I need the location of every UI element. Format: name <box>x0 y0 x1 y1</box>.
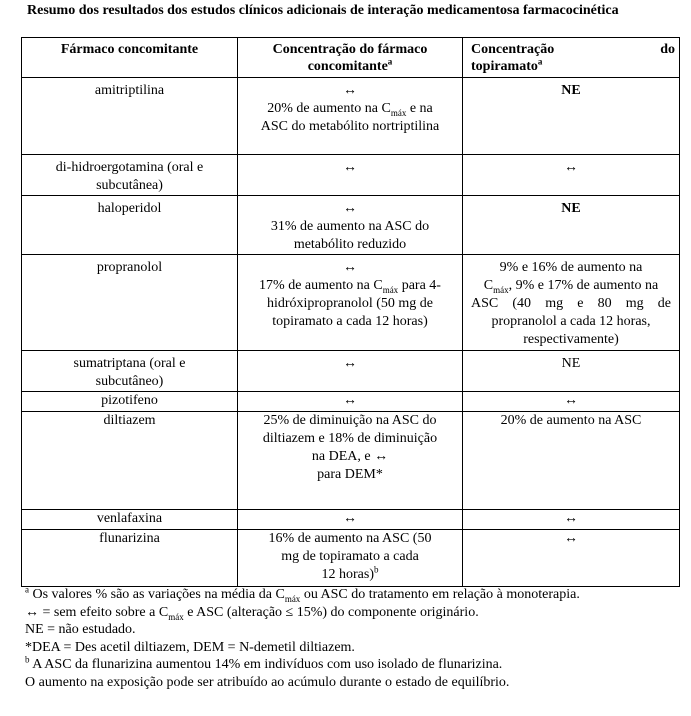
drug-name: propranolol <box>96 260 163 275</box>
cell-text: ASC do metabólito nortriptilina <box>260 119 440 134</box>
table-row <box>22 510 680 530</box>
drug-name: flunarizina <box>99 531 160 546</box>
footnote-marker-a: a <box>387 56 393 67</box>
drug-cell <box>22 412 238 510</box>
footnote-marker-a: a <box>25 584 29 595</box>
no-effect-symbol: ↔ <box>343 160 357 175</box>
footnote-text: e ASC (alteração ≤ 15%) do componente originário. <box>183 604 479 620</box>
topiramate-cell <box>463 392 680 412</box>
cmax-symbol: C <box>483 278 494 293</box>
topiramate-cell <box>463 155 680 196</box>
drug-name: amitriptilina <box>94 83 165 98</box>
drug-name-cont: subcutânea) <box>96 178 163 193</box>
concomitant-cell <box>238 530 463 587</box>
header-col3-word1: Concentração <box>471 42 555 57</box>
no-effect-symbol: ↔ <box>343 393 357 408</box>
cell-text: respectivamente) <box>523 332 619 347</box>
cmax-subscript: máx <box>168 611 184 622</box>
not-studied-label: NE <box>561 83 581 98</box>
drug-name: diltiazem <box>103 413 156 428</box>
cell-text: na DEA, e ↔ <box>311 449 389 464</box>
no-effect-symbol: ↔ <box>564 160 578 175</box>
concomitant-cell <box>238 412 463 510</box>
footnote-text: ↔ = sem efeito sobre a <box>25 604 159 620</box>
topiramate-cell <box>463 530 680 587</box>
header-col3-line2: topiramato <box>471 59 538 74</box>
topiramate-cell <box>463 510 680 530</box>
no-effect-symbol: ↔ <box>343 201 357 216</box>
header-col1-text: Fármaco concomitante <box>60 42 199 57</box>
topiramate-cell <box>463 351 680 392</box>
cmax-subscript: máx <box>382 284 399 295</box>
cell-text: mg de topiramato a cada <box>281 549 419 564</box>
interaction-table <box>21 37 680 587</box>
cmax-symbol: C <box>158 604 169 620</box>
not-studied-label: NE <box>561 201 581 216</box>
topiramate-cell <box>463 412 680 510</box>
concomitant-cell <box>238 155 463 196</box>
cell-text: e na <box>406 101 433 116</box>
table-row <box>22 78 680 155</box>
drug-cell <box>22 510 238 530</box>
drug-cell <box>22 78 238 155</box>
cell-text: diltiazem e 18% de diminuição <box>262 431 438 446</box>
cmax-symbol: C <box>275 587 285 602</box>
topiramate-cell <box>463 196 680 255</box>
no-effect-symbol: ↔ <box>343 260 357 275</box>
concomitant-cell <box>238 255 463 351</box>
cell-text: metabólito reduzido <box>293 237 407 252</box>
concomitant-cell <box>238 196 463 255</box>
drug-name: venlafaxina <box>96 511 163 526</box>
cmax-subscript: máx <box>493 284 509 295</box>
footnote-marker-b: b <box>374 564 379 575</box>
cell-text: para DEM* <box>317 467 383 482</box>
drug-cell <box>22 351 238 392</box>
cmax-symbol: C <box>381 101 391 116</box>
footnote-marker-a: a <box>537 56 543 67</box>
footnote-marker-b: b <box>25 654 30 665</box>
footnote-text: ou ASC do tratamento em relação à monoterapia. <box>300 587 580 602</box>
footnote-text: A ASC da flunarizina aumentou 14% em indivíduos com uso isolado de flunarizina. <box>29 657 503 672</box>
header-topiramate-concentration <box>463 38 680 78</box>
drug-cell <box>22 196 238 255</box>
drug-name: pizotifeno <box>101 393 158 408</box>
concomitant-cell <box>238 78 463 155</box>
topiramate-cell <box>463 255 680 351</box>
table-row <box>22 412 680 510</box>
table-row <box>22 351 680 392</box>
no-effect-symbol: ↔ <box>343 356 357 371</box>
cell-text: topiramato a cada 12 horas) <box>272 314 428 329</box>
cell-text: 20% de aumento na <box>267 101 382 116</box>
cell-text: para 4- <box>398 278 441 293</box>
topiramate-cell <box>463 78 680 155</box>
drug-cell <box>22 255 238 351</box>
cmax-subscript: máx <box>284 593 301 604</box>
header-concomitant-drug <box>22 38 238 78</box>
cell-text: ASC (40 mg e 80 mg de <box>471 296 671 311</box>
table-row <box>22 255 680 351</box>
footnote-dea: *DEA = Des acetil diltiazem, DEM = N-demetil diltiazem. <box>25 639 355 655</box>
no-effect-symbol: ↔ <box>564 393 578 408</box>
cell-text: 17% de aumento na <box>259 278 374 293</box>
cell-text: 9% e 16% de aumento na <box>499 260 643 275</box>
footnote-text: Os valores % são as variações na média da <box>29 587 276 602</box>
no-effect-symbol: ↔ <box>564 511 578 526</box>
cell-text: 20% de aumento na ASC <box>500 413 642 428</box>
header-col2-line1: Concentração do fármaco <box>272 42 428 57</box>
no-effect-symbol: ↔ <box>343 83 357 98</box>
header-col2-line2: concomitante <box>307 59 388 74</box>
drug-name-cont: subcutâneo) <box>95 374 164 389</box>
concomitant-cell <box>238 510 463 530</box>
cell-text: , 9% e 17% de aumento na <box>508 278 659 293</box>
cell-text: hidróxipropranolol (50 mg de <box>266 296 434 311</box>
table-row <box>22 530 680 587</box>
footnote-b <box>25 656 631 674</box>
drug-cell <box>22 155 238 196</box>
drug-cell <box>22 530 238 587</box>
footnotes <box>25 586 631 691</box>
footnote-ne: NE = não estudado. <box>25 622 136 637</box>
table-row <box>22 392 680 412</box>
drug-cell <box>22 392 238 412</box>
cmax-subscript: máx <box>390 107 407 118</box>
footnote-last: O aumento na exposição pode ser atribuído ao acúmulo durante o estado de equilíbrio. <box>25 674 510 690</box>
cell-text: 12 horas) <box>321 567 374 582</box>
drug-name: haloperidol <box>97 201 162 216</box>
cell-text: propranolol a cada 12 horas, <box>491 314 651 329</box>
header-row <box>22 38 680 78</box>
header-col3-word2: do <box>660 42 675 57</box>
cell-text: 25% de diminuição na ASC do <box>263 413 437 428</box>
cmax-symbol: C <box>373 278 383 293</box>
not-studied-label: NE <box>561 356 581 371</box>
footnote-a <box>25 586 631 604</box>
no-effect-symbol: ↔ <box>343 511 357 526</box>
cell-text: 31% de aumento na ASC do <box>270 219 430 234</box>
header-concomitant-concentration <box>238 38 463 78</box>
concomitant-cell <box>238 392 463 412</box>
no-effect-symbol: ↔ <box>564 531 578 546</box>
footnote-arrow <box>25 604 631 622</box>
concomitant-cell <box>238 351 463 392</box>
drug-name: di-hidroergotamina (oral e <box>55 160 204 175</box>
table-row <box>22 155 680 196</box>
table-row <box>22 196 680 255</box>
cell-text: 16% de aumento na ASC (50 <box>268 531 432 546</box>
drug-name: sumatriptana (oral e <box>73 356 186 371</box>
table-title: Resumo dos resultados dos estudos clínicos adicionais de interação medicamentosa farmacocinética <box>27 3 619 18</box>
